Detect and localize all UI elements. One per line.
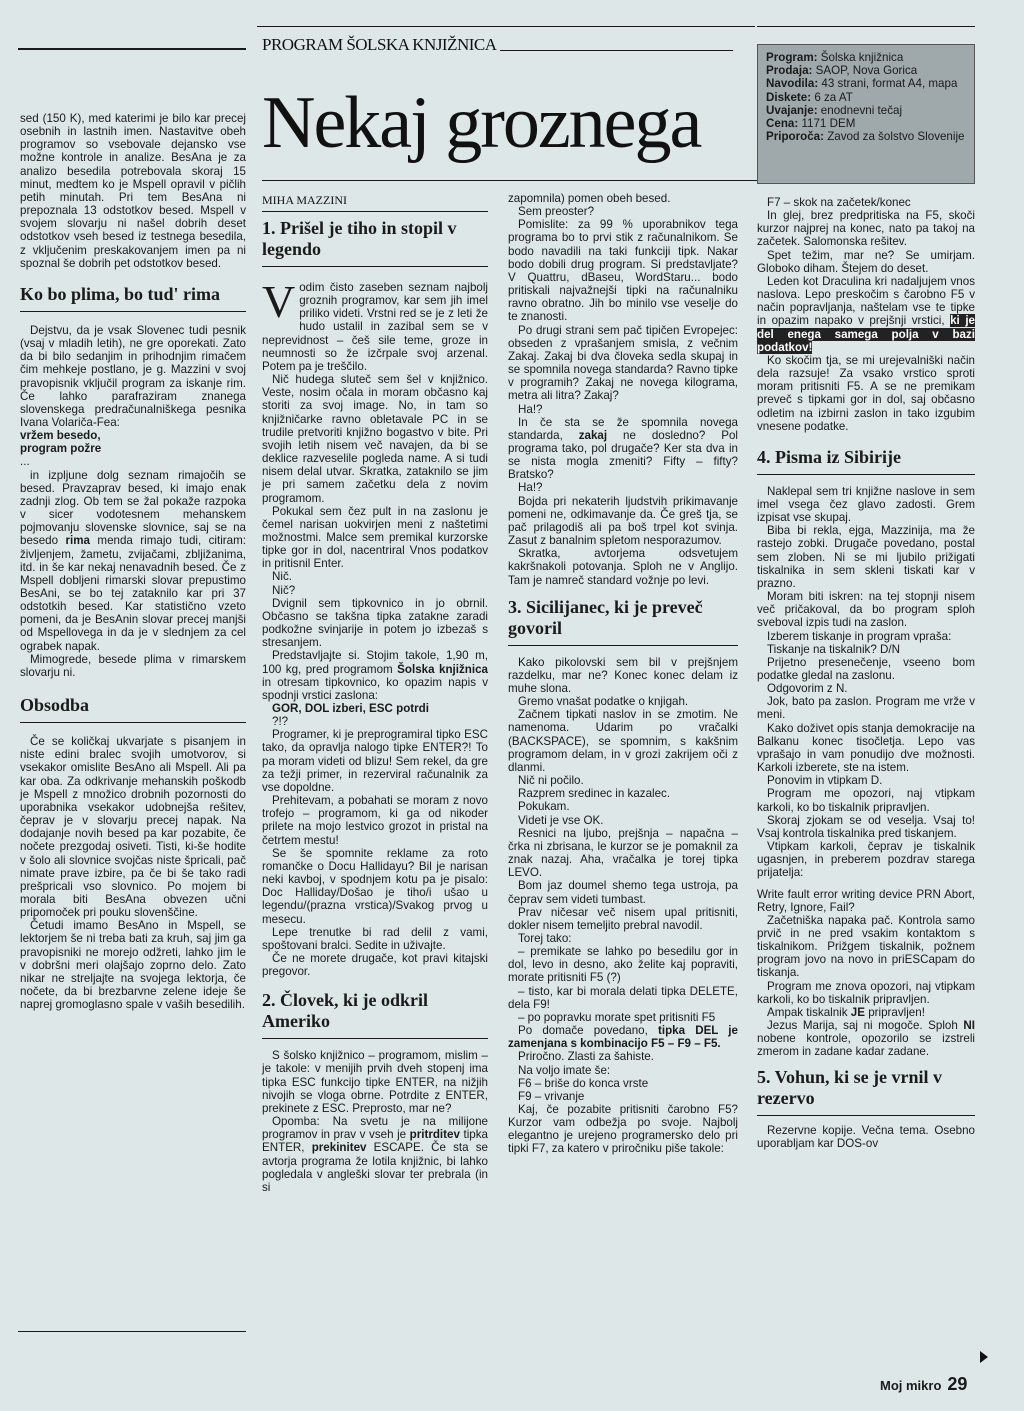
col3-p20: F6 – briše do konca vrste	[518, 1076, 649, 1090]
top-rule-center	[500, 50, 733, 51]
col3-l4: Nič ni počilo.	[518, 774, 584, 788]
col4-p23: Rezervne kopije. Večna tema. Osebno uporabljam kar DOS-ov	[757, 1123, 975, 1150]
col2-p3: Pokukal sem čez pult in na zaslonu je čemel narisan uokvirjen meni z naštetimi možnostmi. Malce sem premikal kurzorske tipke gor in dol, nacentriral Vnos podatkov in pritisnil Enter.	[262, 504, 488, 571]
info-row	[766, 117, 966, 130]
info-value: Zavod za šolstvo Slovenije	[827, 130, 965, 144]
column-2	[262, 218, 488, 1194]
col2-p5: Predstavljajte si. Stojim takole, 1,90 m, 100 kg, pred programom Šolska knjižnica in otresam tipkovnico, ko opazim napis v spodnji vrstici zaslona:	[262, 649, 488, 702]
col4-p9: Tiskanje na tiskalnik? D/N	[767, 642, 900, 656]
rule-h4	[757, 474, 975, 475]
col4-p18: Write fault error writing device PRN Abort, Retry, Ignore, Fail?	[757, 887, 975, 914]
col3-p17: Po domače povedano, tipka DEL je zamenjana s kombinacijo F5 – F9 – F5.	[508, 1024, 738, 1051]
col4-p14: Ponovim in vtipkam D.	[767, 774, 883, 788]
info-row	[766, 130, 966, 143]
col3-p18: Priročno. Zlasti za šahiste.	[518, 1050, 654, 1064]
heading-rima: Ko bo plima, bo tud' rima	[20, 283, 221, 304]
col3-l2: Ha!?	[518, 402, 543, 416]
verse-line-1: vržem besedo,	[20, 429, 101, 443]
col2-p12: Opomba: Na svetu je na milijone programov in prav v vseh je pritrditev tipka ENTER, prekinitev ESCAPE. Če sta se avtorja programa že lotila knjižnic, bi lahko pogledala v angleški slovar ter prebrala (in si	[262, 1115, 488, 1194]
col4-p2: Spet težim, mar ne? Se umirjam. Globoko diham. Štejem do deset.	[757, 248, 975, 275]
program-label: PROGRAM ŠOLSKA KNJIŽNICA	[262, 35, 497, 54]
col4-p1: In glej, brez predpritiska na F5, skoči kurzor najprej na konec, nato pa takoj na začetek. Salomonska rešitev.	[757, 209, 975, 249]
col3-p5: Bojda pri nekaterih ljudstvih prikimavanje pomeni ne, odkimavanje da. Če greš tja, se pač prilagodiš ali pa boš trpel kot svinja. Zasut z banalnim spletom nesporazumov.	[508, 494, 738, 548]
col2-p4: Dvignil sem tipkovnico in jo obrnil. Občasno se takšna tipka zatakne zaradi podkožne svinjarije in potem jo izbezaš s stresanjem.	[262, 596, 488, 650]
continue-arrow-icon	[980, 1351, 988, 1363]
drop-cap: V	[262, 276, 296, 327]
col4-p21: Ampak tiskalnik JE pripravljen!	[767, 1005, 925, 1019]
col3-p19: Na voljo imate še:	[518, 1063, 611, 1077]
col1-obsodba-p2: Četudi imamo BesAno in Mspell, se lektorjem še ni treba bati za kruh, saj jim ga pravopisniki ne morejo odžreti, lahko jim le v dobršni meri olajšajo zoprno delo. Zato nikar ne streljajte na svojega lektorja, če nočete, da bi brezbarvne zelene ideje še naprej gromoglasno spale v vaših besedilih.	[20, 919, 246, 1012]
info-value: 6 za AT	[814, 90, 853, 104]
col4-l1: F7 – skok na začetek/konec	[767, 196, 911, 209]
rule-rima	[20, 311, 246, 312]
col2-l2: Nič?	[272, 583, 296, 597]
col3-p1: zapomnila) pomen obeh besed.	[508, 192, 671, 205]
col3-p11: Bom jaz doumel shemo tega ustroja, pa čeprav sem videti tumbast.	[508, 879, 738, 906]
col2-p11: S šolsko knjižnico – programom, mislim – je takole: v menijih prvih dveh stopenj ima tipka ESC funkcijo tipke ENTER, na nižjih nivojih se vloga obrne. Potrdite z ENTER, prekinete z ESC. Preprosto, mar ne?	[262, 1049, 488, 1115]
info-key: Uvajanje:	[766, 103, 818, 117]
rule-h5	[757, 1115, 975, 1116]
col3-l5: Razprem sredinec in kazalec.	[518, 787, 671, 801]
col3-p13: Torej tako:	[518, 931, 572, 945]
col2-p9: Lepe trenutke bi rad delil z vami, spoštovani bralci. Sedite in uživajte.	[262, 925, 488, 952]
qmarks: ?!?	[272, 715, 289, 729]
col3-p15: – tisto, kar bi morala delati tipka DELETE, dela F9!	[508, 984, 738, 1011]
info-row	[766, 104, 966, 117]
info-value: 43 strani, format A4, mapa	[821, 77, 958, 91]
col4-p6: Biba bi rekla, ejga, Mazzinija, ma že rastejo zobki. Drugače povedano, postal sem zloben. Ni se mi ljubilo prižigati tiskalnika in sem skleni tiskati kar v prazno.	[757, 524, 975, 590]
rule-h3	[508, 645, 738, 646]
info-key: Diskete:	[766, 90, 812, 104]
heading-1: 1. Prišel je tiho in stopil v legendo	[262, 218, 457, 259]
column-3	[508, 192, 738, 1156]
top-rule-left	[18, 48, 246, 50]
col1-intro: sed (150 K), med katerimi je bilo kar precej osebnih in lastnih imen. Nastavitve obeh programov so vsebovale dejansko vse možne kontrole in analize. BesAna je za analizo besedila potrebovala skoraj 15 minut, medtem ko je Mspell opravil v pičlih petih minutah. Pri tem BesAna ni prepoznala 13 odstotkov besed. Mspell v svojem slovarju ni našel dobrih deset odstotkov vseh besed iz testnega besedila, z vključenim preskakovanjem imen pa ni spoznal še dobrih pet odstotkov besed.	[20, 112, 246, 270]
author-rule	[262, 211, 488, 212]
col3-l3: Ha!?	[518, 481, 543, 495]
col3-p9: Začnem tipkati naslov in se zmotim. Ne namenoma. Udarim po vračalki (BACKSPACE), se spomnim, s kakšnim programom delam, in v grozi zakrijem oči z dlanmi.	[508, 708, 738, 774]
col2-p2: Nič hudega sluteč sem šel v knjižnico. Veste, nosim očala in moram občasno kaj storiti za svoj image. No, in tam so knjižničarke ravno obletavale PC in se trudile pretvoriti knjižno bogastvo v bite. Pri svojih letih nisem več navajen, da bi se deklice razveselile pogleda name. A si tudi nisem delal utvar. Skratka, zataknilo se jim je pri samem začetku dela z novim programom.	[262, 373, 488, 505]
heading-4: 4. Pisma iz Sibirije	[757, 446, 901, 467]
col4-p22: Jezus Marija, saj ni mogoče. Sploh NI nobene kontrole, opozorilo se izstreli zmerom in zadane kadar zadane.	[757, 1019, 975, 1059]
col1-bottom-rule	[18, 1331, 246, 1332]
heading-5: 5. Vohun, ki se je vrnil v rezervo	[757, 1066, 943, 1108]
col2-p1: Vodim čisto zaseben seznam najbolj groznih programov, kar sem jih imel priliko videti. Vrstni red se je z leti že hudo ustalil in zazibal sem se v neprevidnost – češ sile teme, groze in neumnosti so že izčrpale svoj arzenal. Potem pa je treščilo.	[262, 276, 488, 373]
col1-rima-p4: Mimogrede, besede plima v rimarskem slovarju ni.	[20, 652, 246, 679]
info-row	[766, 77, 966, 90]
info-box	[757, 44, 975, 184]
info-value: SAOP, Nova Gorica	[815, 64, 918, 78]
col3-p6: Skratka, avtorjema odsvetujem kakršnakoli potovanja. Sploh ne v Anglijo. Tam je namreč standard vožnje po levi.	[508, 547, 738, 587]
rule-h1	[262, 266, 488, 267]
col2-l1: Nič.	[272, 570, 292, 584]
column-1	[20, 112, 246, 1011]
screen-message: GOR, DOL izberi, ESC potrdi	[272, 702, 429, 715]
col4-p13: Kako doživet opis stanja demokracije na Balkanu konec tisočletja. Lepo vas vprašajo in vam ponudijo dve možnosti. Karkoli izberete, ste na istem.	[757, 721, 975, 775]
col2-p8: Se še spomnite reklame za roto romančke o Docu Hallidayu? Bil je narisan neki kavboj, v spodnjem kotu pa je pisalo: Doc Halliday/Došao je tiho/i ušao u legendu/(prazna vrstica)/Svakog prvog u mesecu.	[262, 846, 488, 926]
col4-p7: Moram biti iskren: na tej stopnji nisem več pričakoval, da bo program sploh sveboval izpis tudi na zaslon.	[757, 590, 975, 630]
col3-p12: Prav ničesar več nisem upal pritisniti, dokler nisem temeljito prebral navodil.	[508, 905, 738, 932]
col3-p10: Resnici na ljubo, prejšnja – napačna – črka ni zbrisana, le kurzor se je pomaknil za znak nazaj. Aha, vračalka je torej tipka LEVO.	[508, 826, 738, 880]
col3-p4: In če sta se že spomnila novega standarda, zakaj ne dosledno? Pol programa tako, pol drugače? Ker sta dva in se nista mogla zmeniti? Fifty – fifty? Bratsko?	[508, 415, 738, 482]
top-rule-long	[257, 26, 755, 27]
col3-p7: Kako pikolovski sem bil v prejšnjem razdelku, mar ne? Konec konec delam iz muhe slona.	[508, 655, 738, 695]
col2-p10: Če ne morete drugače, kot pravi kitajski pregovor.	[262, 951, 488, 979]
col1-obsodba-p1: Če se količkaj ukvarjate s pisanjem in niste edini bralec svojih umotvorov, si vsekakor omislite BesAno ali Mspell. Ali pa kar oba. Za odkrivanje mehanskih poškodb je Mspell z množico drobnih pozornosti do uporabnika vsekakor udobnejša rešitev, čeprav je v slovarju precej napak. Na dodajanje novih besed pa kar pozabite, če nočete prezgodaj osiveti. Tisti, ki-še hodite v šolo ali slovnice svojčas niste špricali, pač nimate prave izbire, pa če bi še tako radi prešpricali vso slovnico. Po mojem bi morala biti BesAna obvezen učni pripomoček pri pouku slovenščine.	[20, 735, 246, 920]
col3-p3: Po drugi strani sem pač tipičen Evropejec: obseden z vprašanjem smisla, z večnim Zakaj. Zakaj bi dva človeka sedla skupaj in se spomnila novega standarda? Ravno tipke v programih? Zakaj ne novega kilograma, metra ali litra? Zakaj?	[508, 323, 738, 403]
info-row	[766, 64, 966, 77]
col3-l7: Videti je vse OK.	[518, 813, 604, 827]
info-row	[766, 91, 966, 104]
col4-p3: Leden kot Draculina kri nadaljujem vnos naslova. Lepo preskočim s čarobno F5 v način popravljanja, naštelam vse te tipke in opazim napako v prejšnji vrstici, ki je del enega samega polja v bazi podatkov!	[757, 274, 975, 354]
col4-p16: Skoraj zjokam se od veselja. Vsaj to! Vsaj kontrola tiskalnika pred tiskanjem.	[757, 813, 975, 840]
col4-p19: Začetniška napaka pač. Kontrola samo prvič in ne pred vsakim kontaktom s tiskalnikom. Prižgem tiskalnik, požnem program jovo na novo in priESCapam do tiskanja.	[757, 913, 975, 980]
col3-p14: – premikate se lahko po besedilu gor in dol, levo in desno, ako želite kaj popraviti, morate pritisniti F5 (?)	[508, 945, 738, 985]
col4-p15: Program me opozori, naj vtipkam karkoli, ko bo tiskalnik pripravljen.	[757, 787, 975, 814]
heading-obsodba: Obsodba	[20, 695, 90, 716]
col4-p12: Jok, bato pa zaslon. Program me vrže v meni.	[757, 695, 975, 722]
headline: Nekaj groznega	[262, 82, 701, 164]
info-key: Priporoča:	[766, 130, 824, 144]
magazine-name: Moj mikro	[880, 1378, 942, 1393]
col4-p8: Izberem tiskanje in program vpraša:	[767, 629, 952, 643]
col4-p10: Prijetno presenečenje, vseeno bom podatke gledal na zaslonu.	[757, 655, 975, 682]
col3-l6: Pokukam.	[518, 800, 570, 814]
col3-p2: Pomislite: za 99 % uporabnikov tega programa bo to prvi stik z računalnikom. Se bodo navadili na taki funkciji tipk. Nakar bodo dobili drug program. Si predstavljate? V Quattru, dBaseu, WordStaru... bodo pritiskali najvažnejši tipki na računalniku ravno obratno. Jih bo minilo vse veselje do te znanosti.	[508, 218, 738, 324]
rule-obsodba	[20, 722, 246, 723]
col1-rima-p2: in izpljune dolg seznam rimajočih se besed. Pravzaprav besed, ki imajo enak zadnji zlog. Ob tem se žal pokaže razpoka v sicer vodotesnem mehanskem pojmovanju slovenske slovnice, saj se na besedo rima menda rimajo tudi, citiram: življenjem, žametu, zvijačami, zbljižanima, itd. in še kar nekaj nenavadnih besed. Če z Mspell dobljeni rimarski slovar prepustimo BesAni, se bo tej zataknilo kar pri 37 odstotkih besed. Kar statistično vzeto pomeni, da je BesAnin slovar precej manjši od Mspellovega in da je v slednjem za cel ograbek napak.	[20, 468, 246, 653]
col3-p16: – po popravku morate spet pritisniti F5	[518, 1010, 716, 1024]
info-value: 1171 DEM	[801, 117, 856, 131]
col3-p21: F9 – vrivanje	[518, 1089, 585, 1103]
col2-p6: Programer, ki je preprogramiral tipko ESC tako, da opravlja nalogo tipke ENTER?! To pa moram videti od blizu! Sem rekel, da gre za težji primer, in rezerviral računalnik za vse dopoldne.	[262, 728, 488, 794]
col1-rima-p1: Dejstvu, da je vsak Slovenec tudi pesnik (vsaj v mladih letih), ne gre oporekati. Zato da bi bilo sedanjim in prihodnjim rimačem čim mehkeje postlano, je g. Mazzini v svoj pravopisnik vključil program za iskanje rim. Če lahko parafraziram znanega slovenskega predračunalniškega pesnika Ivana Volariča-Fea:	[20, 323, 246, 429]
col4-p5: Naklepal sem tri knjižne naslove in sem imel vsega čez glavo zadosti. Grem izpisat vse skupaj.	[757, 484, 975, 525]
author-byline: MIHA MAZZINI	[262, 193, 347, 207]
heading-3: 3. Sicilijanec, ki je preveč govoril	[508, 596, 703, 638]
col3-l1: Sem preoster?	[518, 205, 595, 219]
info-value: Šolska knjižnica	[820, 51, 904, 64]
col2-p7: Prehitevam, a pobahati se moram z novo trofejo – programom, ki ga od nikoder prilete na mojo lestvico grozot in pristal na četrtem mestu!	[262, 794, 488, 847]
col4-p11: Odgovorim z N.	[767, 682, 848, 696]
col3-p8: Gremo vnašat podatke o knjigah.	[518, 695, 689, 709]
footer	[880, 1374, 967, 1395]
info-key: Navodila:	[766, 77, 819, 91]
info-key: Program:	[766, 51, 818, 64]
info-key: Prodaja:	[766, 64, 813, 78]
col4-p20: Program me znova opozori, naj vtipkam karkoli, ko bo tiskalnik pripravljen.	[757, 979, 975, 1006]
info-value: enodnevni tečaj	[820, 103, 903, 117]
rule-h2	[262, 1038, 488, 1039]
heading-2: 2. Človek, ki je odkril Ameriko	[262, 990, 429, 1032]
verse-dots: ...	[20, 455, 30, 469]
info-row	[766, 51, 966, 64]
column-4	[757, 196, 975, 1150]
col4-p4: Ko skočim tja, se mi urejevalniški način dela razsuje! Za vsako vrstico sproti moram pritisniti F5. A se ne premikam preveč s tipkami gor in dol, saj občasno odletim na izbirni zaslon in tako izgubim vnesene podatke.	[757, 353, 975, 433]
col3-p22: Kaj, če pozabite pritisniti čarobno F5? Kurzor vam odbežja po svoje. Najbolj elegantno je urejeno programersko delo pri tipki F7, za katero v priročniku piše takole:	[508, 1103, 738, 1156]
info-key: Cena:	[766, 117, 799, 131]
col4-p17: Vtipkam karkoli, čeprav je tiskalnik ugasnjen, in preberem pozdrav starega prijatelja:	[757, 840, 975, 880]
page-number: 29	[947, 1374, 968, 1394]
verse-line-2: program požre	[20, 442, 102, 456]
top-rule-right	[757, 26, 975, 27]
